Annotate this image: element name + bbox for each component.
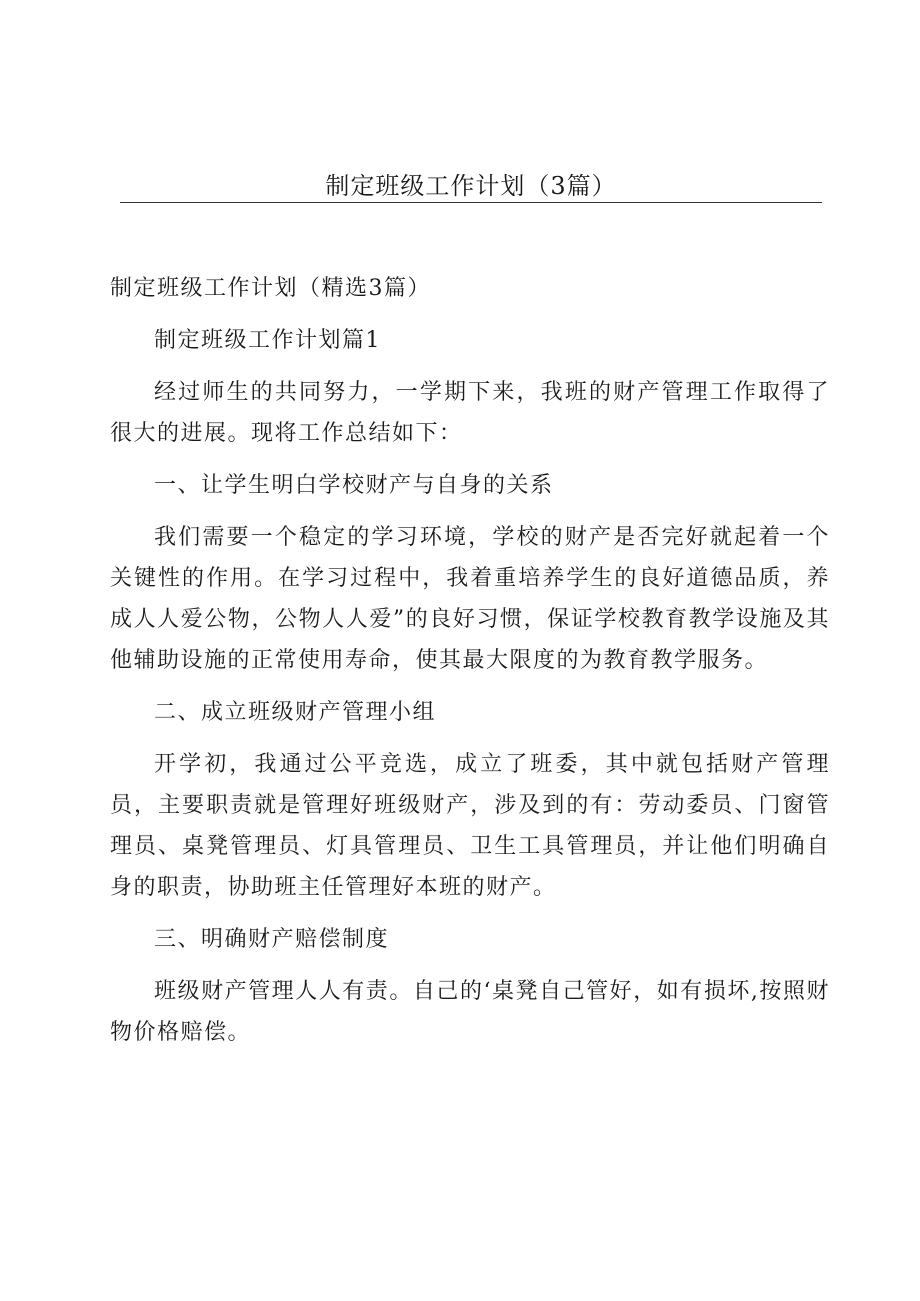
paragraph-point-1: 我们需要一个稳定的学习环境，学校的财产是否完好就起着一个关键性的作用。在学习过程中，我着重培养学生的良好道德品质，养成人人爱公物，公物人人爱”的良好习惯，保证学校教育教学设施及其他辅助设施的正常使用寿命，使其最大限度的为教育教学服务。 [110, 525, 830, 673]
paragraph-point-2: 开学初，我通过公平竞选，成立了班委，其中就包括财产管理员，主要职责就是管理好班级财产，涉及到的有：劳动委员、门窗管理员、桌凳管理员、灯具管理员、卫生工具管理员，并让他们明确自身的职责，协助班主任管理好本班的财产。 [110, 752, 830, 900]
document-title: 制定班级工作计划（3篇） [325, 172, 617, 200]
heading-point-1: 一、让学生明白学校财产与自身的关系 [154, 473, 554, 498]
title-underline-divider [120, 202, 822, 203]
document-subtitle: 制定班级工作计划（精选3篇） [110, 276, 431, 301]
section-heading: 制定班级工作计划篇1 [154, 328, 381, 353]
document-body [110, 268, 830, 1064]
paragraph-point-3: 班级财产管理人人有责。自己的‘桌凳自己管好，如有损坏,按照财物价格赔偿。 [110, 979, 830, 1045]
heading-point-3: 三、明确财产赔偿制度 [154, 927, 390, 952]
heading-point-2: 二、成立班级财产管理小组 [154, 700, 437, 725]
paragraph-intro: 经过师生的共同努力，一学期下来，我班的财产管理工作取得了很大的进展。现将工作总结如下： [110, 380, 830, 446]
